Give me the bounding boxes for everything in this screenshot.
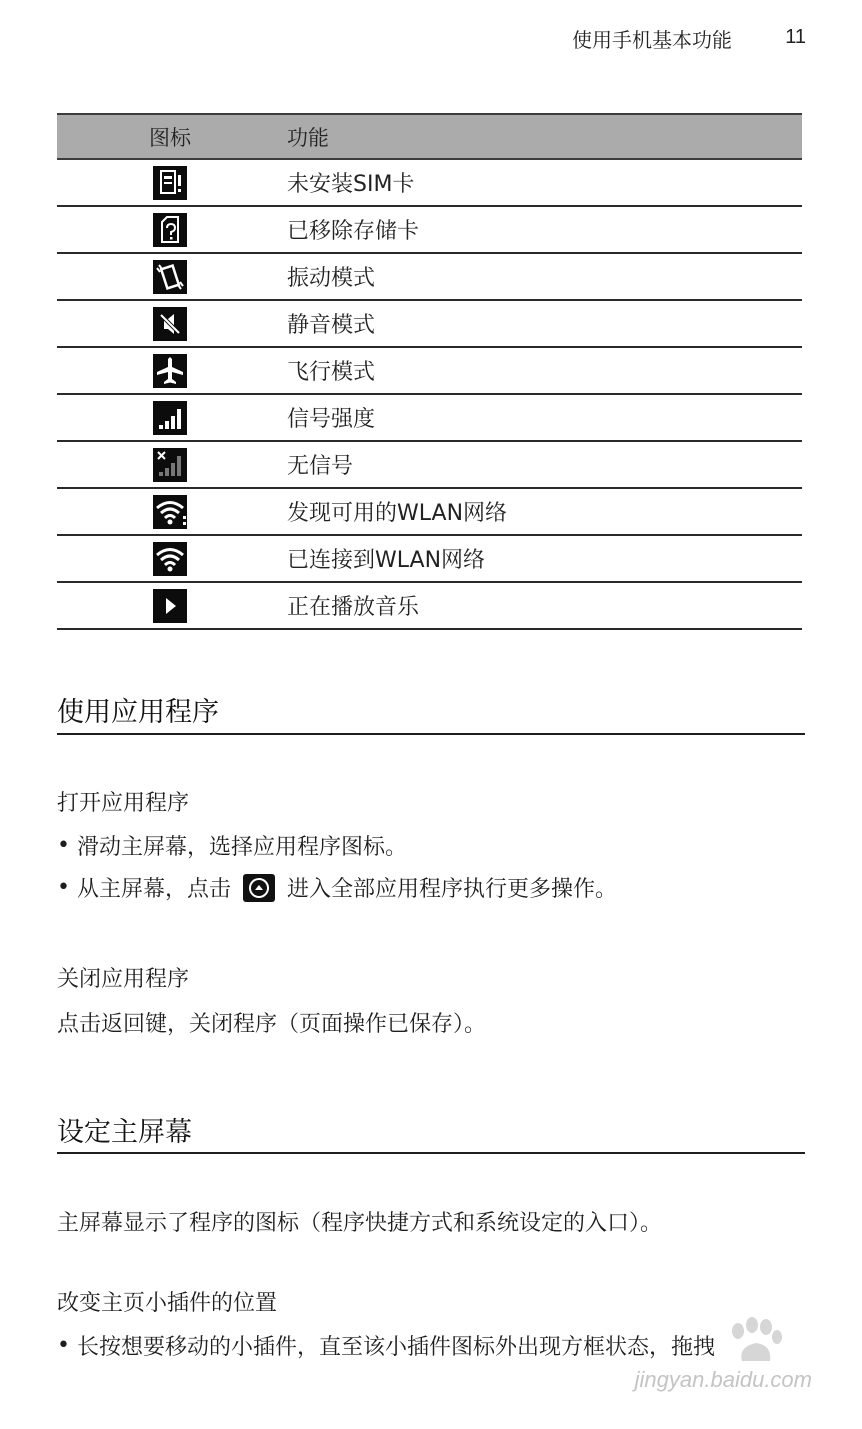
silent-icon — [153, 307, 187, 341]
table-cell-function: 振动模式 — [287, 266, 376, 291]
no-sim-icon — [153, 166, 187, 200]
bullet-dot: • — [57, 833, 70, 858]
signal-strength-icon — [153, 401, 187, 435]
table-cell-function: 发现可用的WLAN网络 — [287, 501, 508, 526]
section-divider — [57, 733, 805, 735]
table-row — [57, 207, 802, 254]
no-signal-icon — [153, 448, 187, 482]
section-divider — [57, 1152, 805, 1154]
table-row — [57, 301, 802, 348]
bullet-text: 进入全部应用程序执行更多操作。 — [287, 877, 618, 902]
bullet-dot: • — [57, 1333, 70, 1358]
table-cell-function: 正在播放音乐 — [287, 595, 420, 620]
bullet-text: 长按想要移动的小插件，直至该小插件图标外出现方框状态，拖拽 — [77, 1335, 716, 1360]
table-row — [57, 489, 802, 536]
airplane-icon — [153, 354, 187, 388]
subheading-close-apps: 关闭应用程序 — [57, 967, 190, 992]
list-item — [57, 872, 617, 903]
paragraph: 主屏幕显示了程序的图标（程序快捷方式和系统设定的入口）。 — [57, 1211, 663, 1236]
list-item — [57, 830, 407, 861]
table-cell-function: 无信号 — [287, 454, 354, 479]
watermark — [612, 1313, 812, 1393]
paragraph: 点击返回键，关闭程序（页面操作已保存）。 — [57, 1012, 487, 1037]
page-header — [0, 24, 862, 56]
table-row — [57, 536, 802, 583]
all-apps-icon — [243, 874, 275, 902]
table-cell-function: 信号强度 — [287, 407, 376, 432]
bullet-text: 从主屏幕，点击 — [77, 877, 232, 902]
status-icon-table — [57, 113, 802, 630]
table-cell-function: 未安装SIM卡 — [287, 172, 415, 197]
subheading-widget-position: 改变主页小插件的位置 — [57, 1291, 278, 1316]
paw-logo-icon — [722, 1317, 792, 1367]
table-cell-function: 已连接到WLAN网络 — [287, 548, 486, 573]
subheading-open-apps: 打开应用程序 — [57, 791, 190, 816]
table-row — [57, 442, 802, 489]
column-header-function: 功能 — [287, 125, 329, 150]
section-title-apps: 使用应用程序 — [57, 697, 219, 728]
table-row — [57, 395, 802, 442]
wifi-available-icon — [153, 495, 187, 529]
table-cell-function: 飞行模式 — [287, 360, 376, 385]
section-title-home: 设定主屏幕 — [57, 1117, 192, 1148]
wifi-connected-icon — [153, 542, 187, 576]
table-cell-function: 静音模式 — [287, 313, 376, 338]
sd-card-removed-icon — [153, 213, 187, 247]
bullet-dot: • — [57, 875, 70, 900]
table-row — [57, 160, 802, 207]
table-header — [57, 113, 802, 160]
bullet-text: 滑动主屏幕，选择应用程序图标。 — [77, 835, 408, 860]
vibrate-icon — [153, 260, 187, 294]
column-header-icon: 图标 — [149, 125, 191, 150]
table-cell-function: 已移除存储卡 — [287, 219, 420, 244]
watermark-text: jingyan.baidu.com — [634, 1367, 812, 1392]
table-row — [57, 254, 802, 301]
table-row — [57, 583, 802, 630]
chapter-title: 使用手机基本功能 — [572, 28, 732, 52]
music-playing-icon — [153, 589, 187, 623]
table-row — [57, 348, 802, 395]
page-number: 11 — [785, 26, 806, 48]
